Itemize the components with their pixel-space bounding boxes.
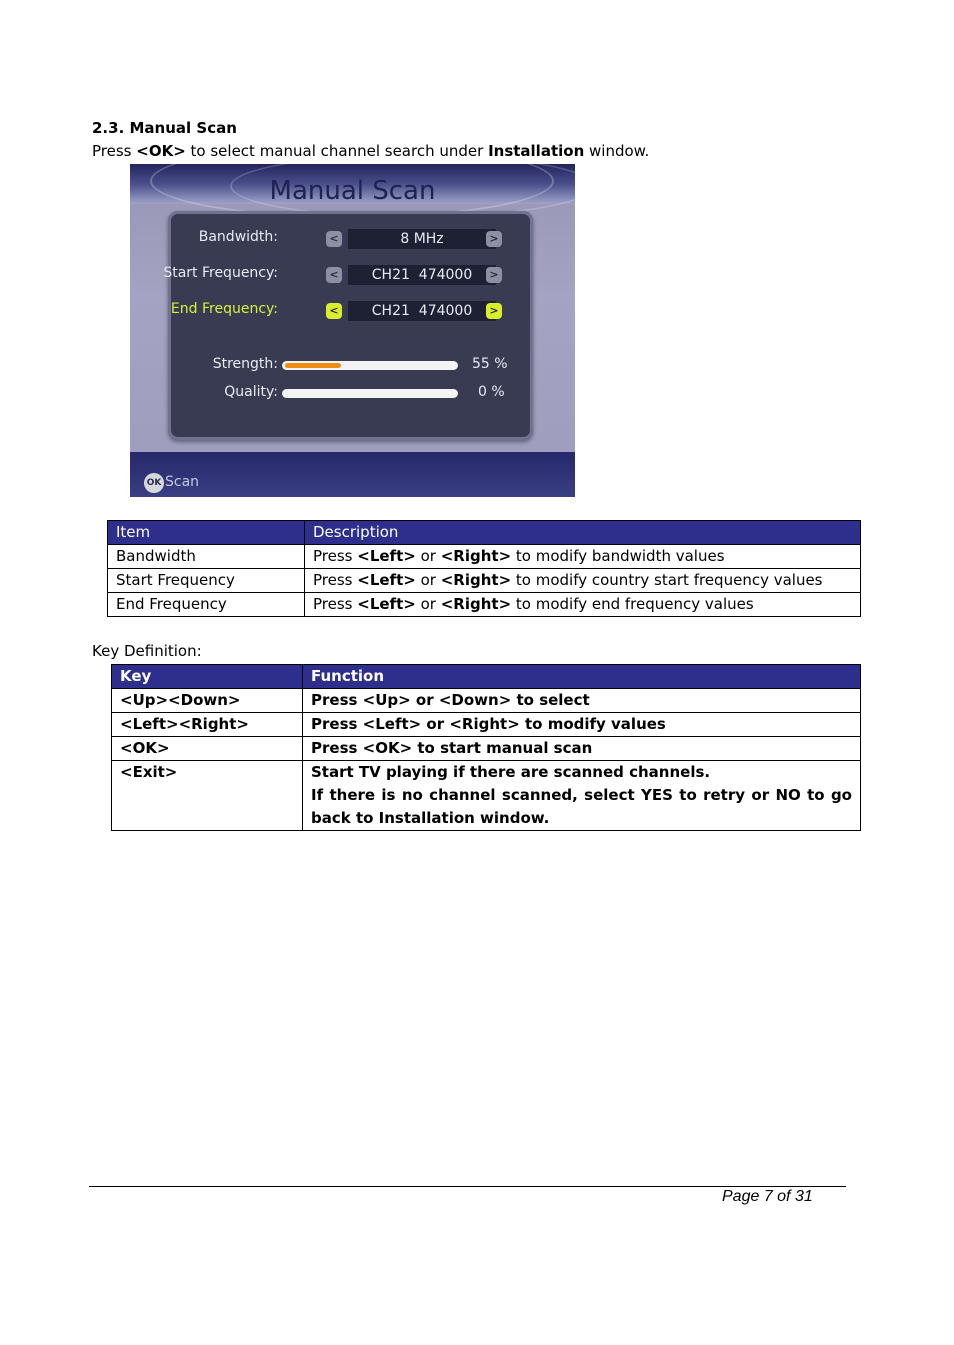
desc-text: to modify country start frequency values — [511, 571, 823, 589]
function-cell: Press <Up> or <Down> to select — [303, 689, 861, 713]
manual-scan-screenshot — [130, 164, 575, 497]
key-definition-table — [111, 664, 861, 831]
ok-button-icon: OK — [144, 473, 164, 493]
strength-bar — [282, 361, 458, 370]
function-cell — [303, 761, 861, 831]
desc-text: Press — [313, 595, 358, 613]
intro-text-1: Press — [92, 142, 137, 160]
table-row — [108, 545, 861, 569]
intro-text-3: window. — [584, 142, 650, 160]
bandwidth-value: 8 MHz — [348, 229, 496, 249]
table-header-row — [112, 665, 861, 689]
desc-text: or — [415, 571, 441, 589]
desc-key: <Left> — [357, 547, 416, 565]
intro-text-2: to select manual channel search under — [185, 142, 489, 160]
intro-text — [92, 142, 649, 160]
item-cell: Start Frequency — [108, 569, 305, 593]
strength-label: Strength: — [212, 356, 278, 372]
end-frequency-right-arrow-icon[interactable]: > — [486, 303, 502, 319]
function-cell: Press <Left> or <Right> to modify values — [303, 713, 861, 737]
table-row — [108, 593, 861, 617]
key-cell: <OK> — [112, 737, 303, 761]
start-frequency-left-arrow-icon[interactable]: < — [326, 267, 342, 283]
desc-key: <Left> — [357, 595, 416, 613]
description-cell — [305, 593, 861, 617]
start-frequency-label: Start Frequency: — [163, 265, 278, 281]
quality-percent: 0 % — [478, 384, 505, 400]
key-definition-label: Key Definition: — [92, 642, 202, 660]
quality-bar — [282, 389, 458, 398]
strength-percent: 55 % — [472, 356, 508, 372]
item-cell: End Frequency — [108, 593, 305, 617]
scan-settings-panel — [163, 211, 533, 440]
key-cell: <Up><Down> — [112, 689, 303, 713]
description-cell — [305, 545, 861, 569]
desc-text: to modify bandwidth values — [511, 547, 725, 565]
quality-label: Quality: — [224, 384, 278, 400]
desc-key: <Right> — [440, 595, 512, 613]
desc-text: to modify end frequency values — [511, 595, 754, 613]
start-frequency-value: CH21 474000 — [348, 265, 496, 285]
table-header-row — [108, 521, 861, 545]
table-row — [112, 713, 861, 737]
scan-hint-label: Scan — [165, 474, 200, 490]
desc-text: Press — [313, 547, 358, 565]
table-row — [112, 737, 861, 761]
function-line: If there is no channel scanned, select YES to retry or NO to go back to Installation window. — [311, 786, 852, 827]
function-line: Start TV playing if there are scanned channels. — [311, 763, 711, 781]
table-row — [108, 569, 861, 593]
intro-installation: Installation — [488, 142, 585, 160]
desc-text: or — [415, 547, 441, 565]
desc-key: <Right> — [440, 547, 512, 565]
intro-ok-key: <OK> — [136, 142, 186, 160]
strength-bar-fill — [285, 363, 341, 368]
function-cell: Press <OK> to start manual scan — [303, 737, 861, 761]
screenshot-bottom-bar — [130, 452, 575, 497]
table-row — [112, 761, 861, 831]
bandwidth-left-arrow-icon[interactable]: < — [326, 231, 342, 247]
key-cell: <Left><Right> — [112, 713, 303, 737]
item-description-table — [107, 520, 861, 617]
description-cell — [305, 569, 861, 593]
header-item: Item — [108, 521, 305, 545]
bandwidth-label: Bandwidth: — [198, 229, 278, 245]
desc-key: <Right> — [440, 571, 512, 589]
section-title: 2.3. Manual Scan — [92, 119, 237, 137]
header-function: Function — [303, 665, 861, 689]
end-frequency-value: CH21 474000 — [348, 301, 496, 321]
footer-divider — [89, 1186, 846, 1187]
key-cell: <Exit> — [112, 761, 303, 831]
page-number: Page 7 of 31 — [722, 1188, 813, 1205]
screenshot-title: Manual Scan — [269, 176, 436, 206]
header-key: Key — [112, 665, 303, 689]
end-frequency-left-arrow-icon[interactable]: < — [326, 303, 342, 319]
desc-key: <Left> — [357, 571, 416, 589]
table-row — [112, 689, 861, 713]
header-description: Description — [305, 521, 861, 545]
item-cell: Bandwidth — [108, 545, 305, 569]
desc-text: Press — [313, 571, 358, 589]
end-frequency-label: End Frequency: — [170, 301, 278, 317]
bandwidth-right-arrow-icon[interactable]: > — [486, 231, 502, 247]
desc-text: or — [415, 595, 441, 613]
start-frequency-right-arrow-icon[interactable]: > — [486, 267, 502, 283]
